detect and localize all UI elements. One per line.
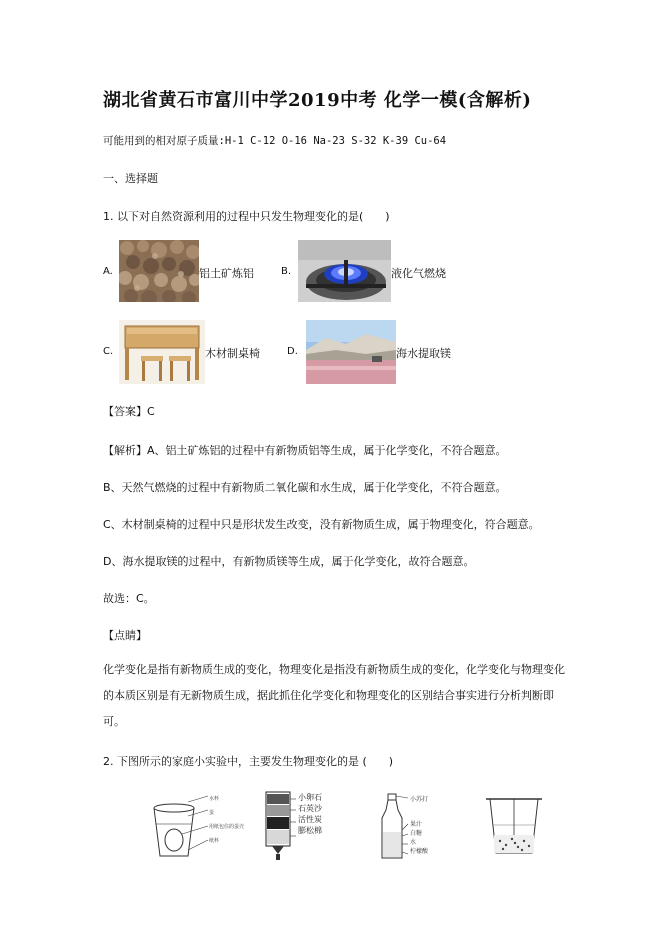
- fig1-label-3: 用纸包住的蛋壳: [209, 824, 245, 830]
- fig3-label-5: 柠檬酸: [410, 848, 429, 855]
- wooden-desk-chairs-photo: [119, 320, 205, 384]
- fig2-label-3: 活性炭: [298, 815, 322, 824]
- fig1-label-2: 蛋: [209, 810, 215, 816]
- fig3-label-1: 小苏打: [410, 796, 429, 803]
- figure-water-filter: [264, 790, 364, 862]
- option-a-caption: 铝土矿炼铝: [199, 267, 254, 280]
- analysis-line-b: B、天然气燃烧的过程中有新物质二氧化碳和水生成，属于化学变化，不符合题意。: [103, 481, 507, 494]
- atomic-masses-note: 可能用到的相对原子质量:H-1 C-12 O-16 Na-23 S-32 K-39 Cu-64: [103, 135, 447, 147]
- fig1-label-1: 水杯: [209, 796, 220, 802]
- section-heading: 一、选择题: [103, 172, 158, 185]
- question-2-stem: 2. 下图所示的家庭小实验中，主要发生物理变化的是 ( ): [103, 755, 394, 768]
- fig3-label-4: 水: [410, 839, 417, 846]
- option-b-letter: B.: [281, 266, 292, 277]
- option-d-letter: D.: [287, 346, 298, 357]
- comment-heading: 【点睛】: [103, 629, 147, 642]
- fig3-label-2: 果汁: [410, 821, 423, 828]
- fig2-label-1: 小卵石: [298, 793, 322, 802]
- option-c-caption: 木材制桌椅: [205, 347, 260, 360]
- fig3-label-3: 白糖: [410, 830, 423, 837]
- analysis-line-d: D、海水提取镁的过程中，有新物质镁等生成，属于化学变化，故符合题意。: [103, 555, 475, 568]
- figure-cup-with-crystals: [484, 795, 544, 857]
- fig2-label-2: 石英沙: [298, 804, 322, 813]
- answer: 【答案】C: [103, 405, 155, 418]
- seawater-shore-photo: [306, 320, 396, 384]
- question-1-stem: 1. 以下对自然资源利用的过程中只发生物理变化的是( ): [103, 210, 390, 223]
- analysis-line-c: C、木材制桌椅的过程中只是形状发生改变，没有新物质生成，属于物理变化，符合题意。: [103, 518, 540, 531]
- bauxite-ore-photo: [119, 240, 199, 302]
- conclusion: 故选：C。: [103, 592, 155, 605]
- figure-homemade-soda: [378, 790, 468, 862]
- option-a-letter: A.: [103, 266, 113, 277]
- fig2-label-4: 膨松棉: [298, 826, 322, 835]
- document-title: 湖北省黄石市富川中学2019中考 化学一模(含解析): [103, 90, 532, 111]
- gas-flame-photo: [298, 240, 391, 302]
- option-c-letter: C.: [103, 346, 114, 357]
- option-b-caption: 液化气燃烧: [391, 267, 446, 280]
- comment-text: 化学变化是指有新物质生成的变化，物理变化是指没有新物质生成的变化，化学变化与物理变化的本质区别是有无新物质生成，据此抓住化学变化和物理变化的区别结合事实进行分析判断即可。: [103, 663, 565, 728]
- fig1-label-4: 纸杯: [209, 838, 220, 844]
- analysis-line-a: 【解析】A、铝土矿炼铝的过程中有新物质铝等生成，属于化学变化，不符合题意。: [103, 444, 507, 457]
- figure-egg-in-glass: [148, 790, 248, 862]
- option-d-caption: 海水提取镁: [396, 347, 451, 360]
